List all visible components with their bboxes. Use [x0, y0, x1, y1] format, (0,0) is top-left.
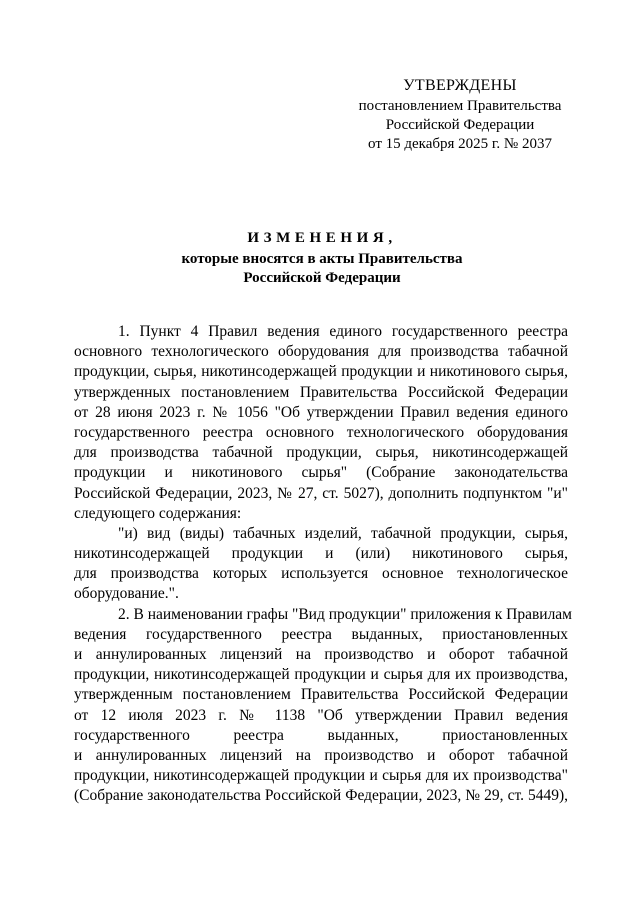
text-line: продукции, никотинсодержащей продукции и сырья для их производства"	[74, 767, 568, 785]
text-line: никотинсодержащей продукции и (или) никотинового сырья,	[74, 545, 568, 563]
text-line: государственного реестра основного технологического оборудования	[74, 423, 568, 441]
text-line: для производства табачной продукции, сырья, никотинсодержащей	[74, 444, 568, 462]
title-main: ИЗМЕНЕНИЯ,	[247, 230, 397, 246]
text-line: от 12 июля 2023 г. № 1138 "Об утверждении Правил ведения	[74, 706, 568, 724]
text-line: и аннулированных лицензий на производство и оборот табачной	[74, 746, 568, 764]
text-line: государственного реестра выданных, приостановленных	[74, 726, 568, 744]
text-line: продукции, сырья, никотинсодержащей продукции и никотинового сырья,	[74, 363, 568, 381]
text-line: продукции, никотинсодержащей продукции и сырья для их производства,	[74, 666, 568, 684]
text-line: для производства которых используется основное технологическое	[74, 565, 568, 583]
text-line: продукции и никотинового сырья" (Собрание законодательства	[74, 464, 568, 482]
approval-line: Российской Федерации	[385, 117, 535, 133]
text-line: и аннулированных лицензий на производство и оборот табачной	[74, 646, 568, 663]
text-line: утвержденным постановлением Правительства Российской Федерации	[74, 686, 568, 704]
text-line: "и) вид (виды) табачных изделий, табачной продукции, сырья,	[118, 524, 568, 542]
text-line: утвержденных постановлением Правительства Российской Федерации	[74, 383, 568, 401]
text-line: 2. В наименовании графы "Вид продукции" приложения к Правилам	[118, 605, 572, 623]
text-line: оборудование.".	[74, 585, 179, 603]
text-line: от 28 июня 2023 г. № 1056 "Об утверждении Правил ведения единого	[74, 403, 568, 421]
title-subtitle: которые вносятся в акты Правительства	[181, 251, 463, 267]
text-line: следующего содержания:	[74, 504, 242, 522]
document-title	[74, 229, 570, 288]
document-body	[74, 322, 572, 807]
text-line: 1. Пункт 4 Правил ведения единого государственного реестра	[118, 323, 568, 340]
approval-stamp	[340, 76, 580, 154]
text-line: основного технологического оборудования для производства табачной	[74, 343, 568, 361]
approval-heading: УТВЕРЖДЕНЫ	[403, 77, 517, 94]
approval-line: постановлением Правительства	[358, 98, 562, 114]
text-line: ведения государственного реестра выданных, приостановленных	[74, 625, 568, 643]
text-line: (Собрание законодательства Российской Федерации, 2023, № 29, ст. 5449),	[74, 787, 568, 805]
title-subtitle: Российской Федерации	[243, 270, 401, 286]
approval-date-number: от 15 декабря 2025 г. № 2037	[368, 136, 552, 152]
text-line: Российской Федерации, 2023, № 27, ст. 5027), дополнить подпунктом "и"	[74, 484, 568, 502]
